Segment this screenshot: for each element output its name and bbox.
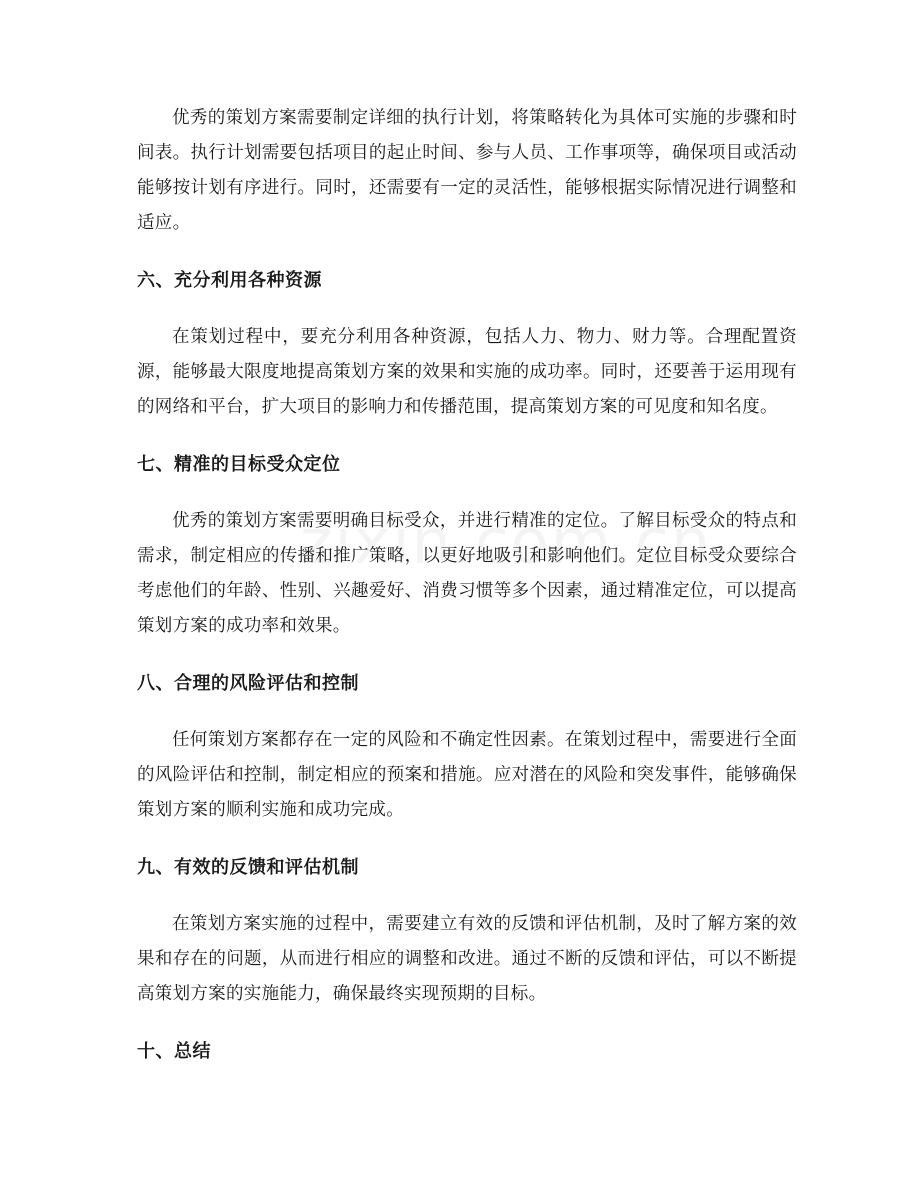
section-paragraph-9: 在策划方案实施的过程中，需要建立有效的反馈和评估机制，及时了解方案的效果和存在的问题，从而进行相应的调整和改进。通过不断的反馈和评估，可以不断提高策划方案的实施能力，确保最终实现预期的目标。	[137, 914, 797, 1004]
section-heading-10: 十、总结	[137, 1041, 211, 1062]
section-heading-7: 七、精准的目标受众定位	[137, 454, 341, 475]
section-paragraph-8: 任何策划方案都存在一定的风险和不确定性因素。在策划过程中，需要进行全面的风险评估和控制，制定相应的预案和措施。应对潜在的风险和突发事件，能够确保策划方案的顺利实施和成功完成。	[137, 730, 797, 820]
document-body	[137, 101, 797, 1091]
section-paragraph-6: 在策划过程中，要充分利用各种资源，包括人力、物力、财力等。合理配置资源，能够最大限度地提高策划方案的效果和实施的成功率。同时，还要善于运用现有的网络和平台，扩大项目的影响力和传播范围，提高策划方案的可见度和知名度。	[137, 327, 797, 417]
section-heading-9: 九、有效的反馈和评估机制	[137, 857, 359, 878]
section-heading-6: 六、充分利用各种资源	[137, 270, 322, 291]
section-heading-8: 八、合理的风险评估和控制	[137, 673, 359, 694]
intro-paragraph: 优秀的策划方案需要制定详细的执行计划，将策略转化为具体可实施的步骤和时间表。执行计划需要包括项目的起止时间、参与人员、工作事项等，确保项目或活动能够按计划有序进行。同时，还需要有一定的灵活性，能够根据实际情况进行调整和适应。	[137, 108, 797, 233]
section-paragraph-7: 优秀的策划方案需要明确目标受众，并进行精准的定位。了解目标受众的特点和需求，制定相应的传播和推广策略，以更好地吸引和影响他们。定位目标受众要综合考虑他们的年龄、性别、兴趣爱好、消费习惯等多个因素，通过精准定位，可以提高策划方案的成功率和效果。	[137, 511, 797, 636]
